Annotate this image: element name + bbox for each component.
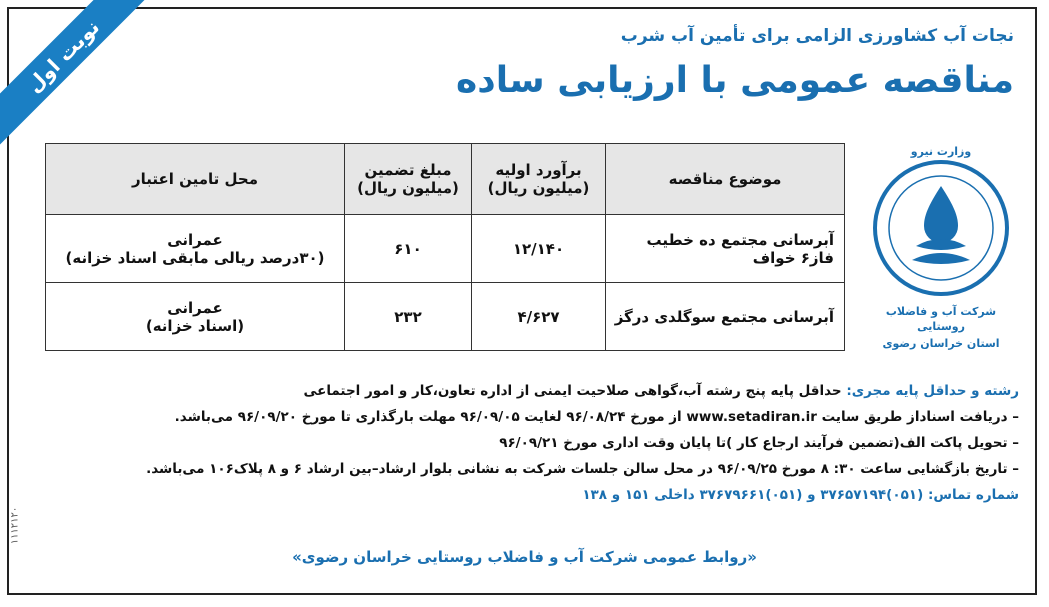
table-row [46,283,845,351]
water-drop-logo-icon [866,158,1016,298]
row-subject: آبرسانی مجتمع سوگلدی درگز [606,283,845,351]
row-subject: آبرسانی مجتمع ده خطیب فاز۶ خواف [606,215,845,283]
notice-title: مناقصه عمومی با ارزیابی ساده [456,60,1014,101]
funding-detail: (۳۰درصد ریالی مابقی اسناد خزانه) [65,248,325,267]
side-code: ۱۱۱۲۱۲۰ [9,506,21,545]
header-funding: محل تامین اعتبار [46,144,345,215]
ministry-name: وزارت نیرو [910,145,972,158]
ribbon-badge: نوبت اول [0,0,150,150]
row-funding [46,283,345,351]
tender-table [45,143,845,351]
contact-line [29,482,1019,508]
row-guarantee: ۲۳۲ [345,283,472,351]
company-name-line1: شرکت آب و فاضلاب روستایی [885,305,997,333]
document-download-line: – دریافت اسناداز طریق سایت www.setadiran.ir از مورخ ۹۶/۰۸/۲۴ لغایت ۹۶/۰۹/۰۵ مهلت بارگذاری تا مورخ ۹۶/۰۹/۲۰ می‌باشد. [174,409,1019,425]
table-header-row [46,144,845,215]
row-funding [46,215,345,283]
row-estimate: ۱۲/۱۴۰ [472,215,606,283]
envelope-delivery-line: – تحویل پاکت الف(تضمین فرآیند ارجاع کار )تا پایان وقت اداری مورخ ۹۶/۰۹/۲۱ [499,435,1019,451]
notice-subtitle: نجات آب کشاورزی الزامی برای تأمین آب شرب [620,26,1014,46]
company-name-line2: استان خراسان رضوی [882,337,1000,350]
table-row [46,215,845,283]
header-guarantee: مبلغ تضمین (میلیون ریال) [345,144,472,215]
row-guarantee: ۶۱۰ [345,215,472,283]
header-subject: موضوع مناقصه [606,144,845,215]
company-logo [861,145,1021,355]
header-estimate: برآورد اولیه (میلیون ریال) [472,144,606,215]
contractor-requirement-line [29,378,1019,404]
public-relations-footer: «روابط عمومی شرکت آب و فاضلاب روستایی خراسان رضوی» [292,548,757,566]
row-estimate: ۴/۶۲۷ [472,283,606,351]
contact-numbers: (۰۵۱)۳۷۶۵۷۱۹۴ و (۰۵۱)۳۷۶۷۹۶۶۱ داخلی ۱۵۱ و ۱۳۸ [582,487,924,503]
opening-date-line: – تاریخ بازگشایی ساعت ۳۰: ۸ مورخ ۹۶/۰۹/۲۵ در محل سالن جلسات شرکت به نشانی بلوار ارشاد–بین ارشاد ۶ و ۸ پلاک۱۰۶ می‌باشد. [146,461,1019,477]
corner-ribbon [0,0,150,150]
funding-type: عمرانی [167,230,223,249]
contractor-text: حداقل پایه پنج رشته آب،گواهی صلاحیت ایمنی از اداره تعاون،کار و امور اجتماعی [303,383,842,399]
funding-detail: (اسناد خزانه) [145,316,245,335]
contractor-label: رشته و حداقل پایه مجری: [846,383,1019,399]
tender-details [29,378,1019,508]
contact-label: شماره تماس: [927,487,1019,503]
funding-type: عمرانی [167,298,223,317]
